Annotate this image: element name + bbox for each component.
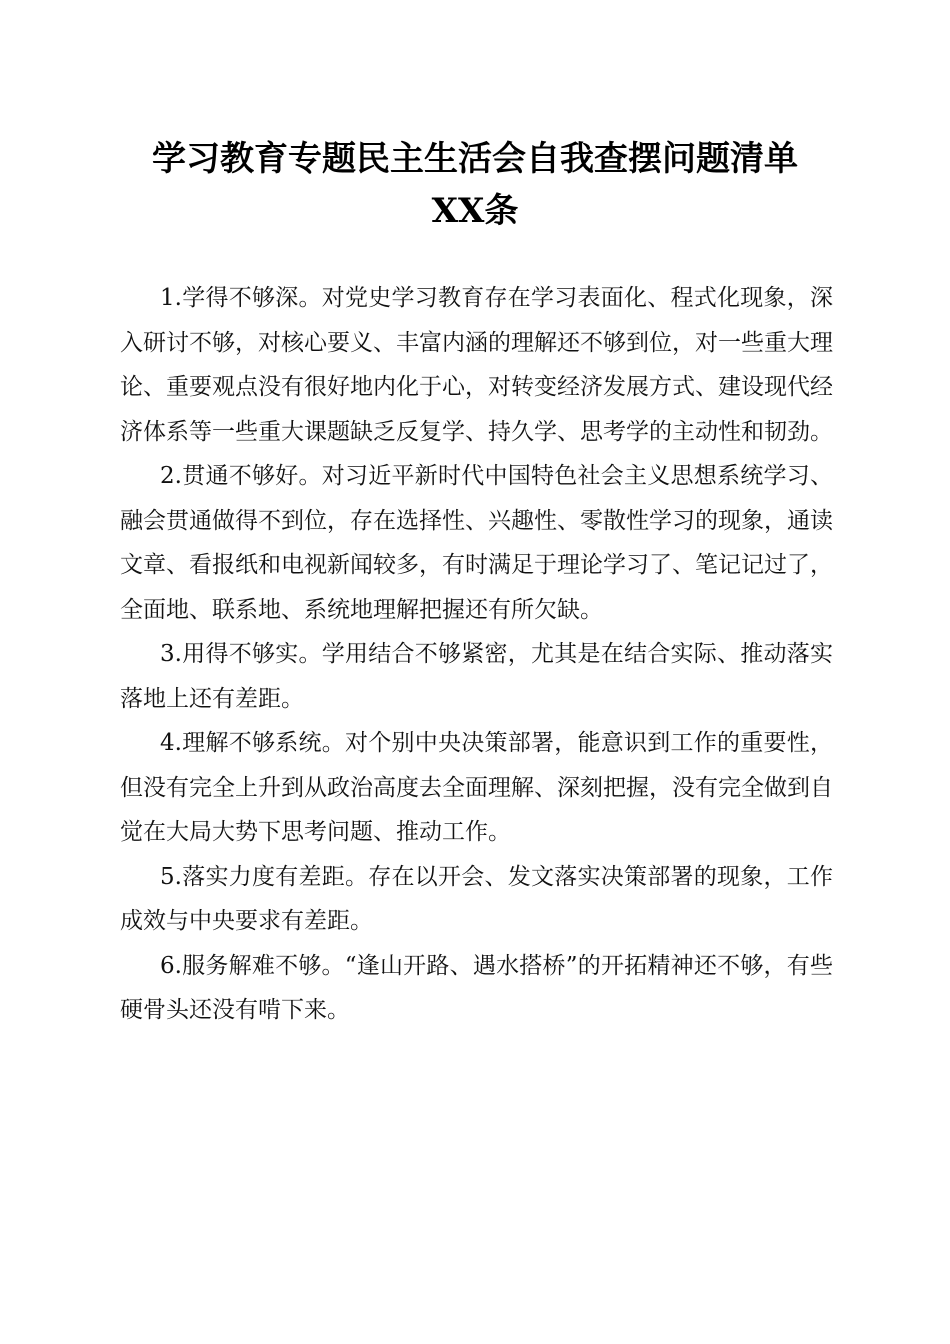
document-body <box>120 276 833 1033</box>
paragraph-2: 2.贯通不够好。对习近平新时代中国特色社会主义思想系统学习、融会贯通做得不到位，存在选择性、兴趣性、零散性学习的现象，通读文章、看报纸和电视新闻较多，有时满足于理论学习了、笔记记过了，全面地、联系地、系统地理解把握还有所欠缺。 <box>120 463 833 623</box>
paragraph-6: 6.服务解难不够。“逢山开路、遇水搭桥”的开拓精神还不够，有些硬骨头还没有啃下来。 <box>120 952 833 1023</box>
paragraph-1: 1.学得不够深。对党史学习教育存在学习表面化、程式化现象，深入研讨不够，对核心要义、丰富内涵的理解还不够到位，对一些重大理论、重要观点没有很好地内化于心，对转变经济发展方式、建设现代经济体系等一些重大课题缺乏反复学、持久学、思考学的主动性和韧劲。 <box>120 285 833 445</box>
document-title <box>100 133 850 237</box>
paragraph-4: 4.理解不够系统。对个别中央决策部署，能意识到工作的重要性，但没有完全上升到从政治高度去全面理解、深刻把握，没有完全做到自觉在大局大势下思考问题、推动工作。 <box>120 730 833 845</box>
paragraph-5: 5.落实力度有差距。存在以开会、发文落实决策部署的现象，工作成效与中央要求有差距。 <box>120 863 833 934</box>
paragraph-3: 3.用得不够实。学用结合不够紧密，尤其是在结合实际、推动落实落地上还有差距。 <box>120 641 833 712</box>
title-line-2: XX条 <box>431 191 519 231</box>
title-line-1: 学习教育专题民主生活会自我查摆问题清单 <box>152 139 798 179</box>
